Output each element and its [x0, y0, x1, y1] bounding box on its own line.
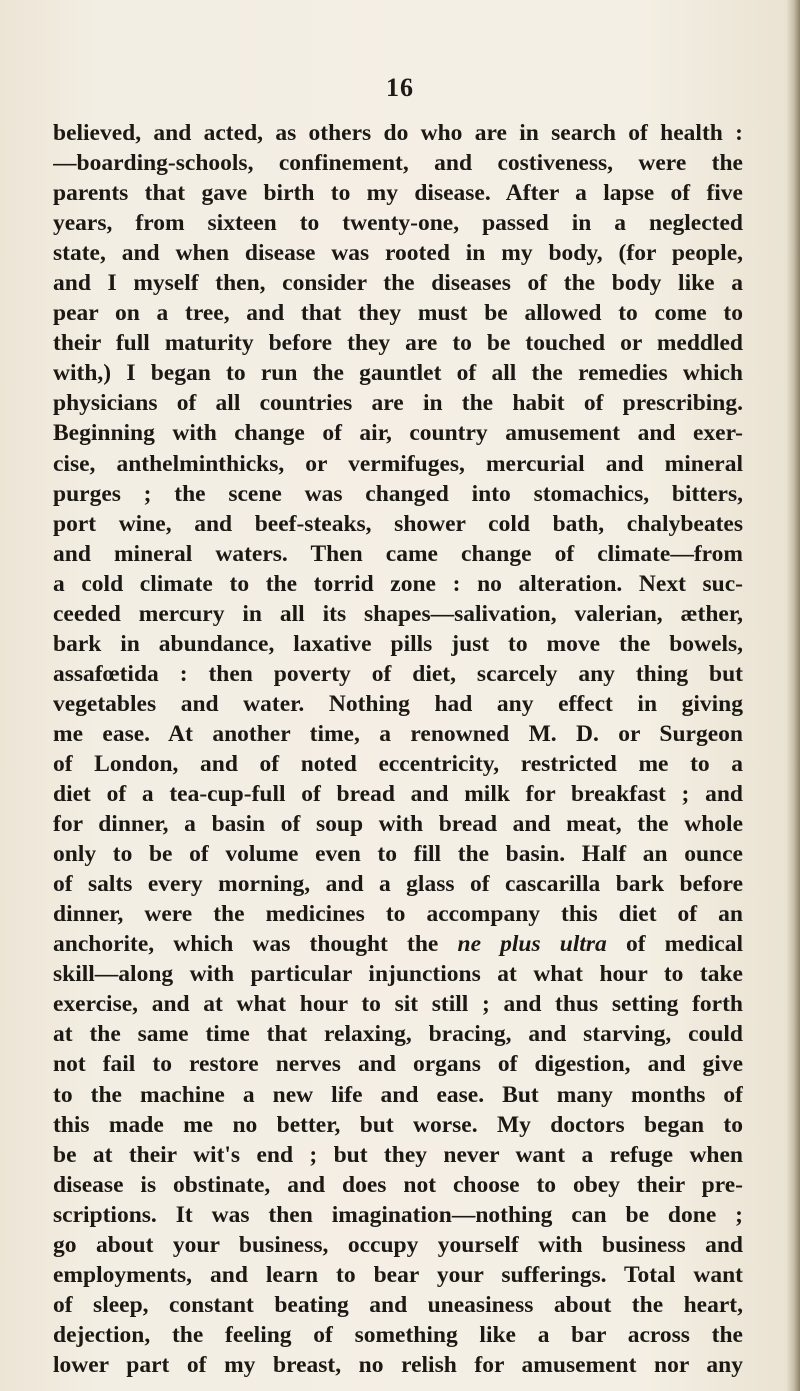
text-line: [53, 929, 743, 959]
page-edge-shadow: [786, 0, 800, 1391]
text-line: cise, anthelminthicks, or vermifuges, mercurial and mineral: [53, 450, 743, 477]
text-line: their full maturity before they are to be touched or meddled: [53, 330, 743, 357]
text-line: of London, and of noted eccentricity, restricted me to a: [53, 750, 743, 777]
text-line: pear on a tree, and that they must be allowed to come to: [53, 300, 743, 327]
text-line: years, from sixteen to twenty-one, passed in a neglected: [53, 210, 743, 237]
text-line: of sleep, constant beating and uneasiness about the heart,: [53, 1291, 743, 1318]
text-line: —boarding-schools, confinement, and costiveness, were the: [53, 150, 743, 177]
text-line: to the machine a new life and ease. But many months of: [53, 1081, 743, 1108]
text-line: port wine, and beef-steaks, shower cold bath, chalybeates: [53, 510, 743, 537]
text-line: at the same time that relaxing, bracing, and starving, could: [53, 1021, 743, 1048]
text-line: for dinner, a basin of soup with bread and meat, the whole: [53, 811, 743, 838]
text-line: dejection, the feeling of something like a bar across the: [53, 1321, 743, 1348]
text-line: exercise, and at what hour to sit still ; and thus setting forth: [53, 991, 743, 1018]
page-number: 16: [386, 73, 414, 102]
text-line: scriptions. It was then imagination—nothing can be done ;: [53, 1201, 743, 1228]
text-line: and I myself then, consider the diseases of the body like a: [53, 270, 743, 297]
text-line: purges ; the scene was changed into stomachics, bitters,: [53, 480, 743, 507]
italic-phrase: ne plus ultra: [457, 931, 607, 958]
text-line: only to be of volume even to fill the basin. Half an ounce: [53, 841, 743, 868]
text-line: vegetables and water. Nothing had any effect in giving: [53, 690, 743, 717]
text-line: not fail to restore nerves and organs of digestion, and give: [53, 1051, 743, 1078]
text-segment: anchorite, which was thought the: [53, 931, 458, 958]
text-line: a cold climate to the torrid zone : no alteration. Next suc-: [53, 570, 743, 597]
text-line: disease is obstinate, and does not choose to obey their pre-: [53, 1171, 743, 1198]
text-line: state, and when disease was rooted in my body, (for people,: [53, 240, 743, 267]
text-line: and mineral waters. Then came change of climate—from: [53, 540, 743, 567]
text-line: with,) I began to run the gauntlet of all the remedies which: [53, 360, 743, 387]
text-line: go about your business, occupy yourself with business and: [53, 1231, 743, 1258]
text-line: lower part of my breast, no relish for amusement nor any: [53, 1351, 743, 1378]
text-line: ceeded mercury in all its shapes—salivation, valerian, æther,: [53, 600, 743, 627]
text-line: me ease. At another time, a renowned M. D. or Surgeon: [53, 720, 743, 747]
text-line: diet of a tea-cup-full of bread and milk for breakfast ; and: [53, 781, 743, 808]
text-line: skill—along with particular injunctions at what hour to take: [53, 961, 743, 988]
text-line: employments, and learn to bear your sufferings. Total want: [53, 1261, 743, 1288]
text-line: believed, and acted, as others do who are in search of health :: [53, 120, 743, 146]
text-line: dinner, were the medicines to accompany this diet of an: [53, 901, 743, 928]
text-line: Beginning with change of air, country amusement and exer-: [53, 420, 743, 447]
text-line: of salts every morning, and a glass of cascarilla bark before: [53, 871, 743, 898]
text-line: bark in abundance, laxative pills just to move the bowels,: [53, 630, 743, 657]
text-line: be at their wit's end ; but they never want a refuge when: [53, 1141, 743, 1168]
body-text: [53, 118, 743, 1380]
text-line: this made me no better, but worse. My doctors began to: [53, 1111, 743, 1138]
text-line: parents that gave birth to my disease. After a lapse of five: [53, 180, 743, 207]
text-line: assafœtida : then poverty of diet, scarcely any thing but: [53, 660, 743, 687]
text-segment: of medical: [606, 931, 743, 958]
text-line: physicians of all countries are in the habit of prescribing.: [53, 390, 743, 417]
